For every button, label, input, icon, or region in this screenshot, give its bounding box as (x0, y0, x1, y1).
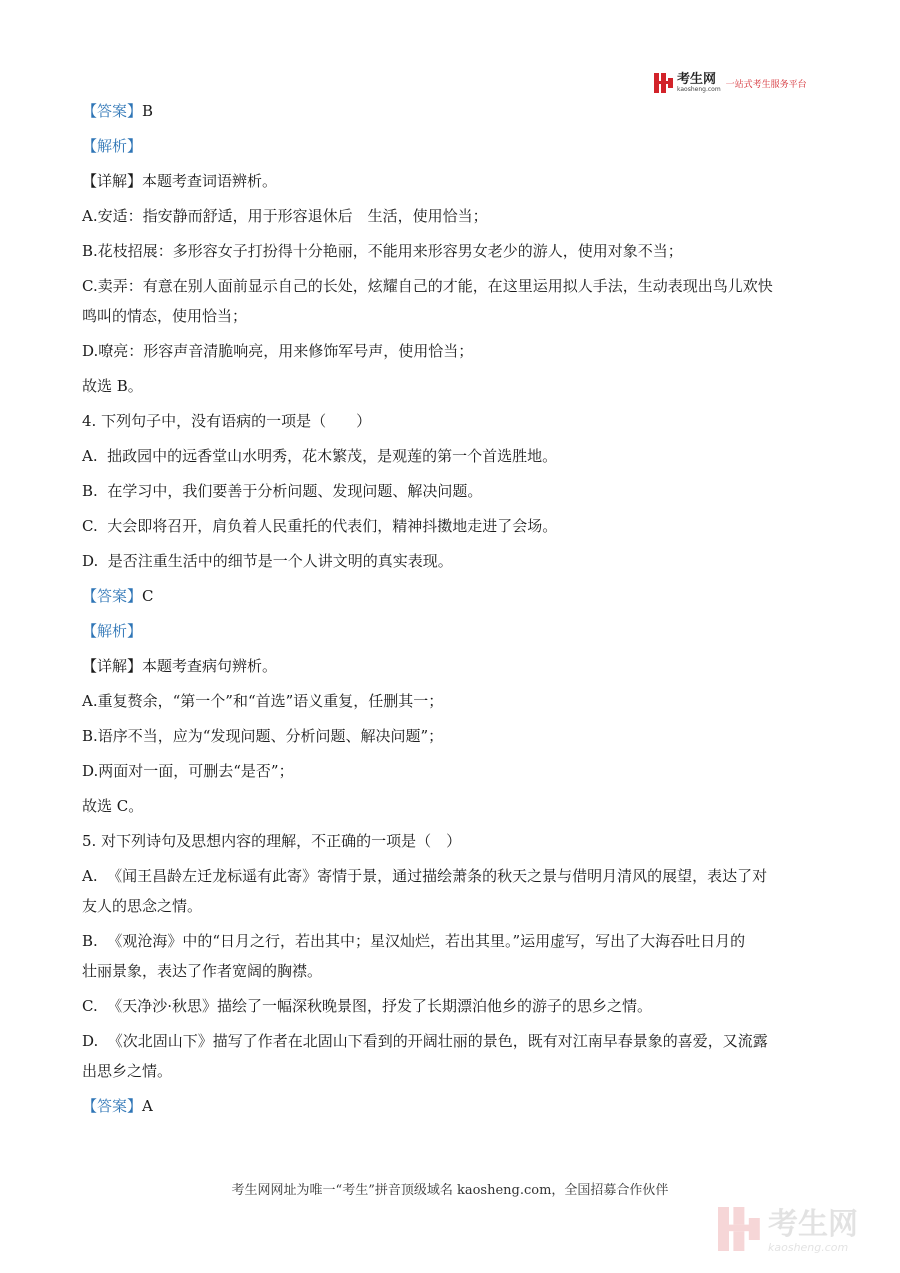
line-text: 5. 对下列诗句及思想内容的理解，不正确的一项是（ ） (82, 832, 462, 850)
page-footer: 考生网网址为唯一“考生”拼音顶级域名 kaosheng.com，全国招募合作伙伴 (231, 1183, 669, 1198)
line-text: 4. 下列句子中，没有语病的一项是（ ） (82, 412, 372, 430)
line-gap (82, 156, 822, 171)
section-label: 【答案】 (82, 1097, 143, 1115)
line-text: 友人的思念之情。 (82, 897, 203, 915)
section-label: 【答案】 (82, 102, 143, 120)
line-text: D.嘹亮：形容声音清脆响亮，用来修饰军号声，使用恰当； (82, 342, 474, 360)
line-gap (82, 226, 822, 241)
line-gap (82, 296, 822, 306)
section-label: 【答案】 (82, 587, 143, 605)
line-text: B. 在学习中，我们要善于分析问题、发现问题、解决问题。 (82, 482, 483, 500)
text-line (82, 341, 822, 361)
line-gap (82, 781, 822, 796)
text-line (82, 896, 822, 916)
text-line (82, 621, 822, 641)
text-line (82, 866, 822, 886)
line-gap (82, 466, 822, 481)
line-gap (82, 606, 822, 621)
watermark-text (768, 1206, 858, 1254)
line-gap (82, 676, 822, 691)
logo-domain: kaosheng.com (677, 86, 721, 93)
line-gap (82, 851, 822, 866)
line-text: B.语序不当，应为“发现问题、分析问题、解决问题”； (82, 727, 444, 745)
line-text: A. 《闻王昌龄左迁龙标遥有此寄》寄情于景，通过描绘萧条的秋天之景与借明月清风的展望，表达了对 (82, 867, 768, 885)
text-line (82, 276, 822, 296)
line-gap (82, 431, 822, 446)
text-line (82, 241, 822, 261)
line-gap (82, 571, 822, 586)
line-gap (82, 1016, 822, 1031)
line-text: 壮丽景象，表达了作者宽阔的胸襟。 (82, 962, 323, 980)
line-gap (82, 886, 822, 896)
line-text: 故选 B。 (82, 377, 143, 395)
text-line (82, 726, 822, 746)
text-line (82, 551, 822, 571)
text-line (82, 136, 822, 156)
line-text: C.卖弄：有意在别人面前显示自己的长处，炫耀自己的才能，在这里运用拟人手法，生动表现出鸟儿欢快 (82, 277, 773, 295)
section-label: 【解析】 (82, 622, 143, 640)
line-text: C. 《天净沙·秋思》描绘了一幅深秋晚景图，抒发了长期漂泊他乡的游子的思乡之情。 (82, 997, 653, 1015)
line-text: D. 是否注重生活中的细节是一个人讲文明的真实表现。 (82, 552, 453, 570)
line-gap (82, 261, 822, 276)
line-text: A.安适：指安静而舒适，用于形容退休后 生活，使用恰当； (82, 207, 488, 225)
line-gap (82, 361, 822, 376)
line-text: A. 拙政园中的远香堂山水明秀，花木繁茂，是观莲的第一个首选胜地。 (82, 447, 558, 465)
logo-slogan: 一站式考生服务平台 (725, 79, 807, 90)
line-text: B (142, 102, 154, 120)
text-line (82, 796, 822, 816)
line-text: 故选 C。 (82, 797, 144, 815)
line-gap (82, 536, 822, 551)
line-gap (82, 396, 822, 411)
header-logo (654, 70, 824, 96)
text-line (82, 446, 822, 466)
text-line (82, 206, 822, 226)
line-gap (82, 1081, 822, 1096)
line-text: C (142, 587, 154, 605)
line-text: B. 《观沧海》中的“日月之行，若出其中；星汉灿烂，若出其里。”运用虚写，写出了大海吞吐日月的 (82, 932, 746, 950)
text-line (82, 1061, 822, 1081)
text-line (82, 1031, 822, 1051)
watermark-name: 考生网 (768, 1206, 858, 1242)
text-line (82, 306, 822, 326)
text-line (82, 411, 822, 431)
watermark-domain: kaosheng.com (768, 1240, 849, 1254)
text-line (82, 171, 822, 191)
line-text: C. 大会即将召开，肩负着人民重托的代表们，精神抖擞地走进了会场。 (82, 517, 558, 535)
text-line (82, 376, 822, 396)
logo-name: 考生网 (677, 72, 717, 87)
line-text: 【详解】本题考查词语辨析。 (82, 172, 278, 190)
line-gap (82, 121, 822, 136)
text-line (82, 931, 822, 951)
logo-text (677, 73, 721, 93)
line-gap (82, 501, 822, 516)
text-line (82, 691, 822, 711)
text-line (82, 481, 822, 501)
text-line (82, 996, 822, 1016)
document-body (82, 101, 822, 1116)
line-text: A (142, 1097, 153, 1115)
line-gap (82, 746, 822, 761)
watermark-logo-icon (718, 1204, 762, 1258)
line-text: A.重复赘余，“第一个”和“首选”语义重复，任删其一； (82, 692, 444, 710)
line-gap (82, 326, 822, 341)
watermark (718, 1203, 878, 1259)
line-text: 鸣叫的情态，使用恰当； (82, 307, 248, 325)
text-line (82, 831, 822, 851)
kaosheng-logo-icon (654, 72, 674, 94)
text-line (82, 961, 822, 981)
section-label: 【解析】 (82, 137, 143, 155)
text-line (82, 586, 822, 606)
line-gap (82, 816, 822, 831)
line-gap (82, 191, 822, 206)
line-text: 【详解】本题考查病句辨析。 (82, 657, 278, 675)
text-line (82, 101, 822, 121)
line-gap (82, 641, 822, 656)
text-line (82, 761, 822, 781)
line-text: D. 《次北固山下》描写了作者在北固山下看到的开阔壮丽的景色，既有对江南早春景象的喜爱，又流露 (82, 1032, 768, 1050)
line-text: D.两面对一面，可删去“是否”； (82, 762, 294, 780)
line-gap (82, 1051, 822, 1061)
line-gap (82, 981, 822, 996)
line-gap (82, 951, 822, 961)
line-gap (82, 916, 822, 931)
text-line (82, 656, 822, 676)
line-gap (82, 711, 822, 726)
line-text: 出思乡之情。 (82, 1062, 173, 1080)
line-text: B.花枝招展：多形容女子打扮得十分艳丽，不能用来形容男女老少的游人，使用对象不当； (82, 242, 683, 260)
text-line (82, 516, 822, 536)
text-line (82, 1096, 822, 1116)
